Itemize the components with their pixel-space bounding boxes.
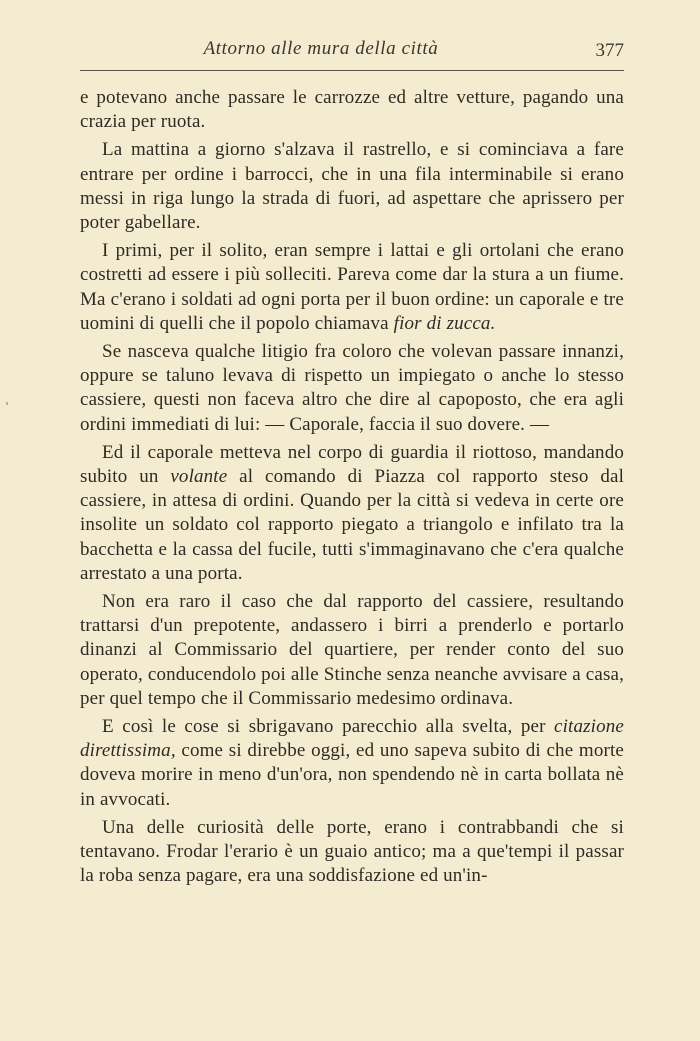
margin-speck — [6, 402, 8, 405]
text-run: e potevano anche passare le carrozze ed altre vetture, pagando una crazia per ruota. — [80, 87, 624, 133]
paragraph — [80, 441, 624, 586]
text-run: Se nasceva qualche litigio fra coloro che volevan passare innanzi, oppure se taluno levava di rispetto un impiegato o anche lo stesso cassiere, questi non faceva altro che dire al capoposto, che era agli ordini immediati di lui: — Caporale, faccia il suo dovere. — — [80, 341, 624, 435]
text-run: La mattina a giorno s'alzava il rastrello, e si cominciava a fare entrare per ordine i barrocci, che in una fila interminabile si erano messi in riga lungo la strada di fuori, ad aspettare che aprissero per poter gabellare. — [80, 139, 624, 234]
text-run: I primi, per il solito, eran sempre i lattai e gli ortolani che erano costretti ad essere i più solleciti. Pareva come dar la stura a un fiume. Ma c'erano i soldati ad ogni porta per il buon ordine: un caporale e tre uomini di quelli che il popolo chiamava — [80, 240, 624, 334]
italic-phrase: volante — [170, 466, 228, 488]
paragraph — [80, 138, 624, 235]
text-run: Non era raro il caso che dal rapporto del cassiere, resultando trattarsi d'un prepotente, andassero i birri a prenderlo e portarlo dinanzi al Commissario del quartiere, per render conto del suo operato, conducendolo poi alle Stinche senza neanche avvisare a casa, per quel tempo che il Commissario medesimo ordinava. — [80, 591, 624, 709]
text-run: come si direbbe oggi, ed uno sapeva subito di che morte doveva morire in meno d'un'ora, non spendendo nè in carta bollata nè in avvocati. — [80, 740, 624, 810]
running-title: Attorno alle mura della città — [203, 38, 439, 59]
text-run: E così le cose si sbrigavano parecchio alla svelta, per — [102, 716, 555, 738]
paragraph — [80, 239, 624, 336]
italic-phrase: fior di zucca. — [393, 312, 496, 334]
paragraph — [80, 340, 624, 437]
paragraph — [80, 715, 624, 812]
paragraph — [80, 590, 624, 711]
text-run: Ed il caporale metteva nel corpo di guardia il riottoso, mandando subito un — [80, 441, 624, 488]
paragraph — [80, 816, 624, 889]
italic-phrase: citazione direttissima, — [80, 716, 624, 762]
paragraph — [80, 86, 624, 134]
text-run: Una delle curiosità delle porte, erano i contrabbandi che si tentavano. Frodar l'erario è un guaio antico; ma a que'tempi il passar la roba senza pagare, era una soddisfazione ed un'in- — [80, 816, 624, 887]
page-number: 377 — [595, 40, 624, 61]
text-run: al comando di Piazza col rapporto steso dal cassiere, in attesa di ordini. Quando per la città si vedeva in certe ore insolite un soldato col rapporto piegato a triangolo e infilato tra la bacchetta e la cassa del fucile, tutti s'immaginavano che c'era qualche arrestato a una porta. — [80, 466, 624, 584]
body-text — [80, 86, 624, 893]
page-header — [80, 38, 624, 71]
